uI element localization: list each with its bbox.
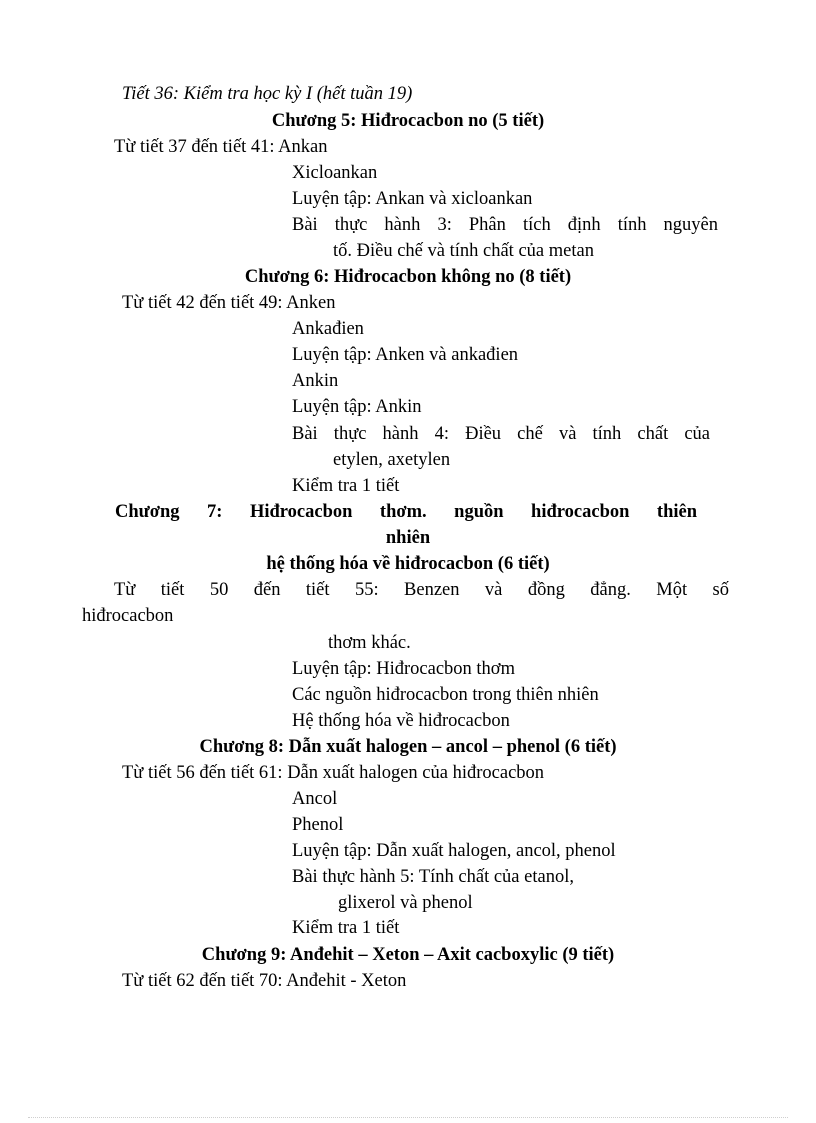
lesson-range-42-49: Từ tiết 42 đến tiết 49: Anken xyxy=(122,293,336,313)
topic-line: Ankađien xyxy=(292,319,364,339)
topic-line: Hệ thống hóa về hiđrocacbon xyxy=(292,711,510,731)
topic-line: Luyện tập: Ankan và xicloankan xyxy=(292,189,533,209)
topic-line-continuation: glixerol và phenol xyxy=(338,893,473,913)
topic-line: Luyện tập: Dẫn xuất halogen, ancol, phenol xyxy=(292,841,616,861)
topic-line-continuation: etylen, axetylen xyxy=(333,450,451,470)
lesson-range-62-70: Từ tiết 62 đến tiết 70: Anđehit - Xeton xyxy=(122,971,407,991)
topic-line: Kiểm tra 1 tiết xyxy=(292,476,400,496)
topic-line: Ancol xyxy=(292,789,338,809)
topic-line: Bài thực hành 3: Phân tích định tính nguyên xyxy=(292,215,718,235)
lesson-36-line: Tiết 36: Kiểm tra học kỳ I (hết tuần 19) xyxy=(122,84,413,104)
topic-line: Bài thực hành 4: Điều chế và tính chất của xyxy=(292,424,710,444)
topic-line: Luyện tập: Ankin xyxy=(292,397,422,417)
topic-line: Luyện tập: Hiđrocacbon thơm xyxy=(292,659,515,679)
topic-line-continuation: tố. Điều chế và tính chất của metan xyxy=(333,241,594,261)
topic-line: Các nguồn hiđrocacbon trong thiên nhiên xyxy=(292,685,599,705)
chapter-8-heading: Chương 8: Dẫn xuất halogen – ancol – phenol (6 tiết) xyxy=(199,737,617,757)
chapter-5-heading: Chương 5: Hiđrocacbon no (5 tiết) xyxy=(271,111,545,131)
chapter-7-heading: Chương 7: Hiđrocacbon thơm. nguồn hiđrocacbon thiên xyxy=(115,502,697,522)
lesson-range-50-55: Từ tiết 50 đến tiết 55: Benzen và đồng đẳng. Một số xyxy=(114,580,729,600)
chapter-7-heading-continuation: hệ thống hóa về hiđrocacbon (6 tiết) xyxy=(266,554,550,574)
lesson-range-56-61: Từ tiết 56 đến tiết 61: Dẫn xuất halogen của hiđrocacbon xyxy=(122,763,545,783)
topic-line: Xicloankan xyxy=(292,163,378,183)
chapter-9-heading: Chương 9: Anđehit – Xeton – Axit cacboxylic (9 tiết) xyxy=(201,945,615,965)
chapter-7-heading-continuation: nhiên xyxy=(385,528,431,548)
lesson-range-37-41: Từ tiết 37 đến tiết 41: Ankan xyxy=(114,137,328,157)
topic-line: Kiểm tra 1 tiết xyxy=(292,918,400,938)
page-bottom-rule xyxy=(28,1117,788,1118)
chapter-6-heading: Chương 6: Hiđrocacbon không no (8 tiết) xyxy=(244,267,572,287)
topic-line: Phenol xyxy=(292,815,344,835)
lesson-range-continuation: hiđrocacbon xyxy=(82,606,174,626)
lesson-range-continuation: thơm khác. xyxy=(328,633,411,653)
topic-line: Luyện tập: Anken và ankađien xyxy=(292,345,519,365)
topic-line: Bài thực hành 5: Tính chất của etanol, xyxy=(292,867,574,887)
topic-line: Ankin xyxy=(292,371,339,391)
